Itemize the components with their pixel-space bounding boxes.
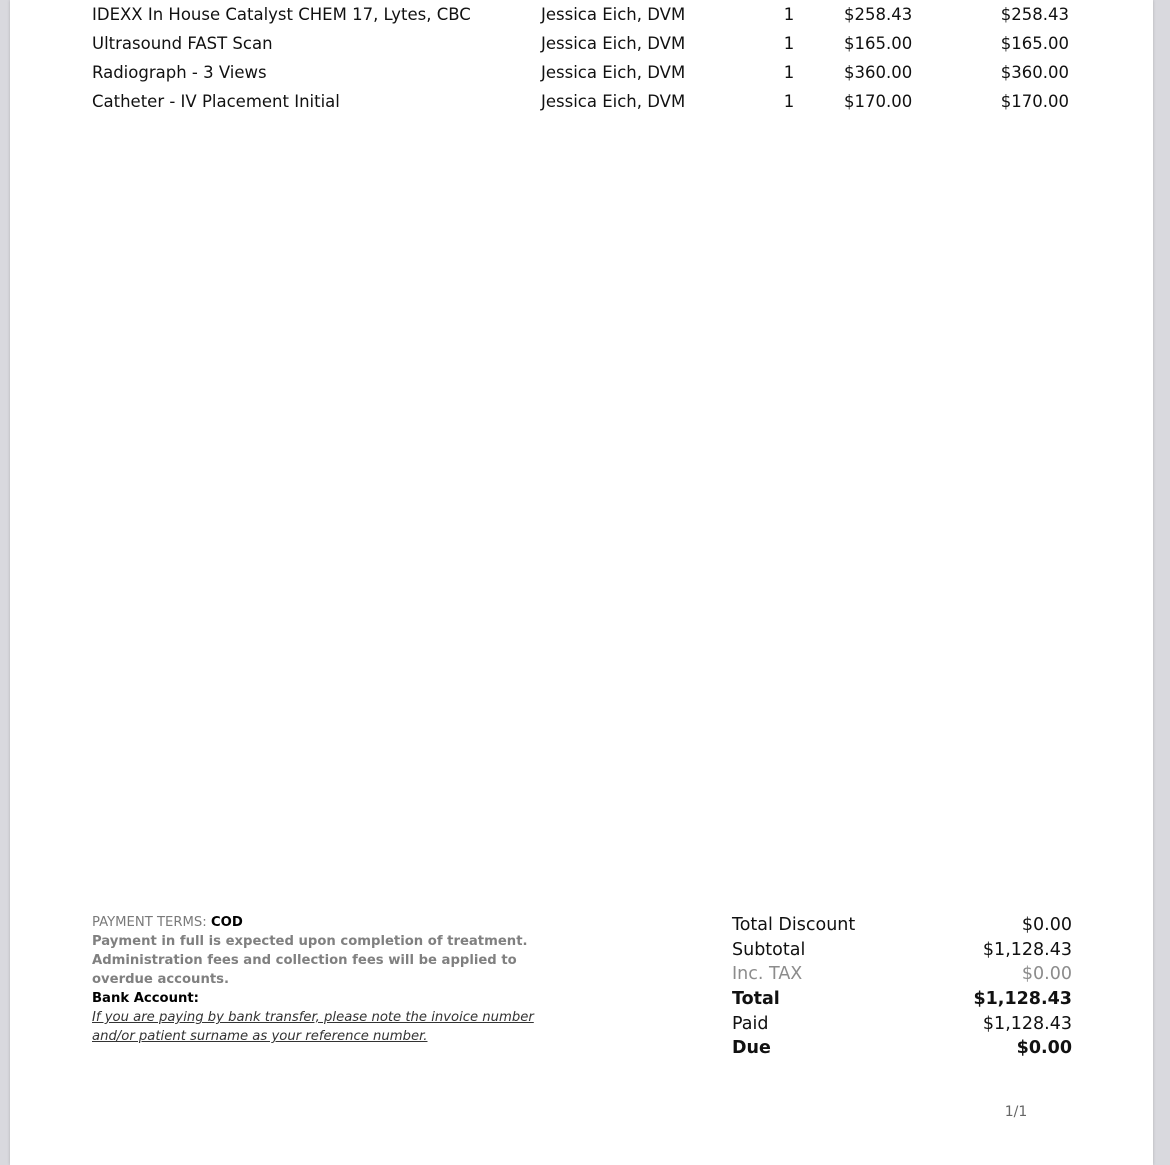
page-number: 1/1 [1004, 1104, 1028, 1120]
payment-terms-line [92, 913, 552, 932]
total-value: $1,128.43 [973, 989, 1072, 1010]
due-label: Due [732, 1038, 771, 1059]
item-total: $360.00 [1000, 63, 1069, 82]
total-discount-value: $0.00 [1021, 915, 1072, 935]
table-row [92, 89, 1092, 118]
totals-summary [732, 913, 1072, 1061]
item-provider: Jessica Eich, DVM [541, 92, 686, 111]
payment-terms [92, 913, 552, 1046]
due-value: $0.00 [1016, 1038, 1072, 1059]
table-row [92, 2, 1092, 31]
item-total: $170.00 [1000, 92, 1069, 111]
item-provider: Jessica Eich, DVM [541, 5, 686, 24]
subtotal-value: $1,128.43 [982, 939, 1072, 960]
item-unit-price: $258.43 [844, 5, 913, 24]
paid-row [732, 1012, 1072, 1037]
tax-row [732, 962, 1072, 987]
item-quantity: 1 [783, 92, 795, 111]
payment-terms-label: PAYMENT TERMS: [92, 915, 207, 930]
total-label: Total [732, 989, 780, 1010]
total-discount-label: Total Discount [732, 915, 856, 935]
payment-policy-line: Administration fees and collection fees will be applied to [92, 953, 517, 968]
item-description: Catheter - IV Placement Initial [92, 92, 340, 111]
item-quantity: 1 [783, 5, 795, 24]
item-provider: Jessica Eich, DVM [541, 34, 686, 53]
line-items-table [92, 2, 1092, 118]
total-discount-row [732, 913, 1072, 938]
item-provider: Jessica Eich, DVM [541, 63, 686, 82]
paid-label: Paid [732, 1013, 769, 1034]
payment-policy-line: Payment in full is expected upon completion of treatment. [92, 934, 528, 949]
table-row [92, 31, 1092, 60]
item-description: Radiograph - 3 Views [92, 63, 267, 82]
subtotal-row [732, 938, 1072, 963]
table-row [92, 60, 1092, 89]
tax-value: $0.00 [1021, 964, 1072, 985]
item-quantity: 1 [783, 63, 795, 82]
subtotal-label: Subtotal [732, 939, 806, 960]
tax-label: Inc. TAX [732, 964, 803, 985]
paid-value: $1,128.43 [982, 1013, 1072, 1034]
bank-account-label: Bank Account: [92, 991, 199, 1006]
item-total: $165.00 [1000, 34, 1069, 53]
total-row [732, 987, 1072, 1012]
payment-policy-line: overdue accounts. [92, 972, 230, 987]
bank-transfer-note: and/or patient surname as your reference number. [92, 1029, 428, 1044]
item-unit-price: $360.00 [844, 63, 913, 82]
item-quantity: 1 [783, 34, 795, 53]
item-unit-price: $165.00 [844, 34, 913, 53]
item-description: Ultrasound FAST Scan [92, 34, 273, 53]
invoice-page [10, 0, 1153, 1165]
item-unit-price: $170.00 [844, 92, 913, 111]
item-description: IDEXX In House Catalyst CHEM 17, Lytes, CBC [92, 5, 471, 24]
payment-terms-value: COD [210, 915, 243, 930]
bank-transfer-note: If you are paying by bank transfer, please note the invoice number [92, 1010, 534, 1025]
item-total: $258.43 [1000, 5, 1069, 24]
due-row [732, 1036, 1072, 1061]
